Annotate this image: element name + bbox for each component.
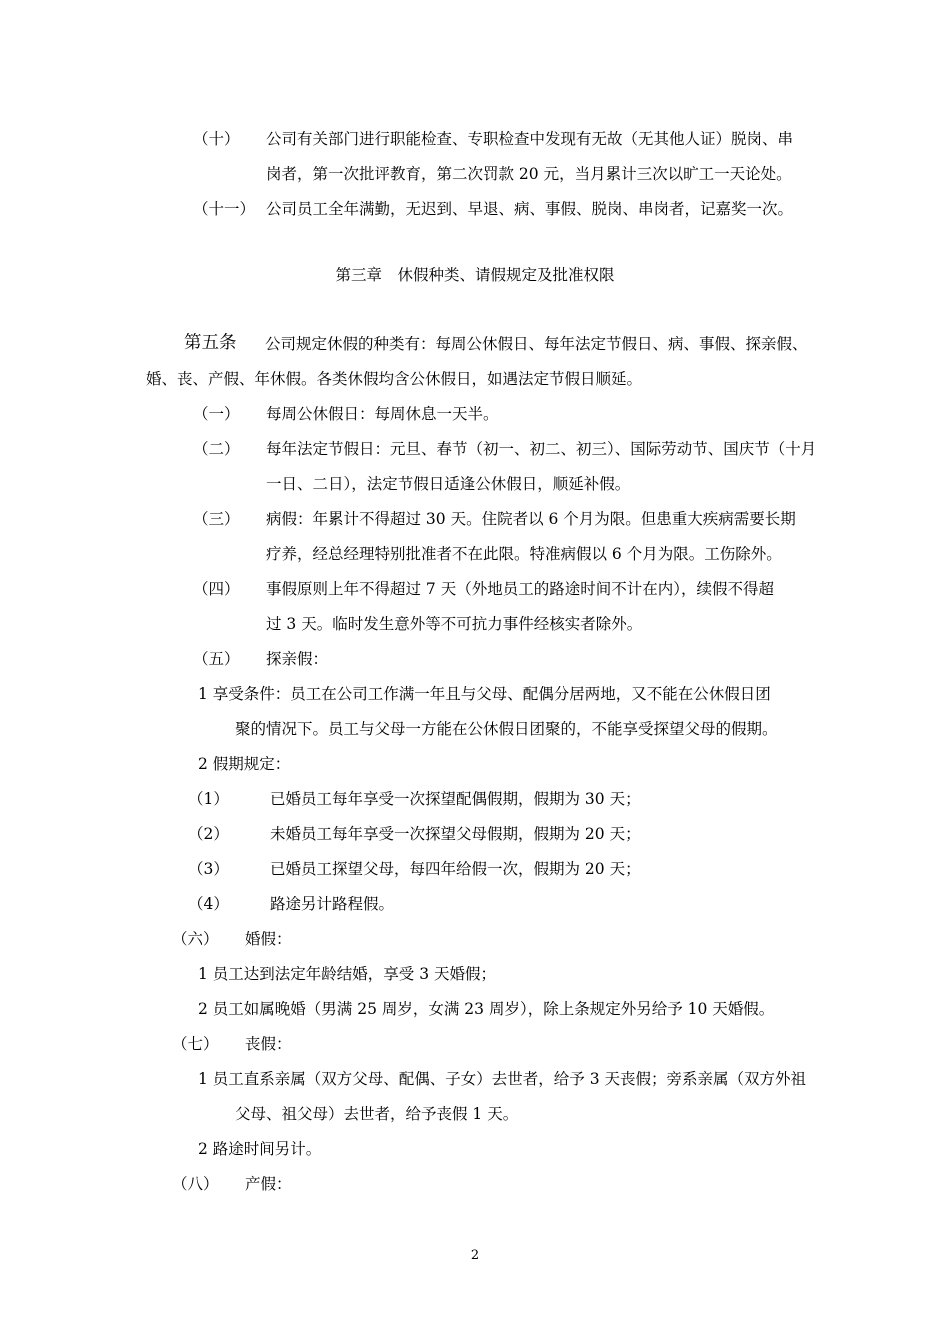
sub-item-text: 已婚员工探望父母，每四年给假一次，假期为 20 天； [270,860,641,878]
sub-item-number: （3） [188,860,229,878]
paragraph-line: 事假原则上年不得超过 7 天（外地员工的路途时间不计在内），续假不得超 [266,580,774,598]
sub-item-text: 路途另计路程假。 [270,895,395,913]
item-number: （三） [193,510,240,528]
paragraph-line: 1 员工达到法定年龄结婚，享受 3 天婚假； [198,965,497,983]
paragraph-line: 婚、丧、产假、年休假。各类休假均含公休假日，如遇法定节假日顺延。 [146,370,643,388]
paragraph-line: 岗者，第一次批评教育，第二次罚款 20 元，当月累计三次以旷工一天论处。 [266,165,792,183]
item-number: （五） [193,650,240,668]
item-title: 产假： [245,1175,292,1193]
item-number: （二） [193,440,240,458]
item-number: （十一） [193,200,256,218]
paragraph-line: 一日、二日），法定节假日适逢公休假日，顺延补假。 [266,475,631,493]
chapter-heading: 第三章 休假种类、请假规定及批准权限 [335,266,615,284]
item-title: 丧假： [245,1035,292,1053]
item-number: （十） [193,130,240,148]
item-number: （六） [172,930,219,948]
item-title: 探亲假： [266,650,329,668]
paragraph-line: 公司员工全年满勤，无迟到、早退、病、事假、脱岗、串岗者，记嘉奖一次。 [266,200,794,218]
item-number: （七） [172,1035,219,1053]
sub-item-number: （1） [188,790,229,808]
paragraph-line: 公司规定休假的种类有：每周公休假日、每年法定节假日、病、事假、探亲假、 [265,335,808,353]
sub-item-text: 已婚员工每年享受一次探望配偶假期，假期为 30 天； [270,790,641,808]
paragraph-line: 疗养，经总经理特别批准者不在此限。特准病假以 6 个月为限。工伤除外。 [266,545,782,563]
paragraph-line: 2 员工如属晚婚（男满 25 周岁，女满 23 周岁），除上条规定外另给予 10 天婚假。 [198,1000,775,1018]
paragraph-line: 2 路途时间另计。 [198,1140,322,1158]
item-title: 婚假： [245,930,292,948]
sub-item-number: （4） [188,895,229,913]
paragraph-line: 每周公休假日：每周休息一天半。 [266,405,499,423]
paragraph-line: 每年法定节假日：元旦、春节（初一、初二、初三）、国际劳动节、国庆节（十月 [266,440,817,458]
item-number: （四） [193,580,240,598]
paragraph-line: 过 3 天。临时发生意外等不可抗力事件经核实者除外。 [266,615,643,633]
paragraph-line: 病假：年累计不得超过 30 天。住院者以 6 个月为限。但患重大疾病需要长期 [266,510,796,528]
paragraph-line: 2 假期规定： [198,755,291,773]
paragraph-line: 父母、祖父母）去世者，给予丧假 1 天。 [235,1105,519,1123]
sub-item-text: 未婚员工每年享受一次探望父母假期，假期为 20 天； [270,825,641,843]
paragraph-line: 聚的情况下。员工与父母一方能在公休假日团聚的，不能享受探望父母的假期。 [235,720,778,738]
item-number: （一） [193,405,240,423]
item-number: （八） [172,1175,219,1193]
page-number: 2 [470,1248,480,1263]
sub-item-number: （2） [188,825,229,843]
paragraph-line: 公司有关部门进行职能检查、专职检查中发现有无故（无其他人证）脱岗、串 [266,130,794,148]
paragraph-line: 1 享受条件：员工在公司工作满一年且与父母、配偶分居两地，又不能在公休假日团 [198,685,771,703]
article-label: 第五条 [184,333,237,353]
paragraph-line: 1 员工直系亲属（双方父母、配偶、子女）去世者，给予 3 天丧假；旁系亲属（双方外祖 [198,1070,807,1088]
